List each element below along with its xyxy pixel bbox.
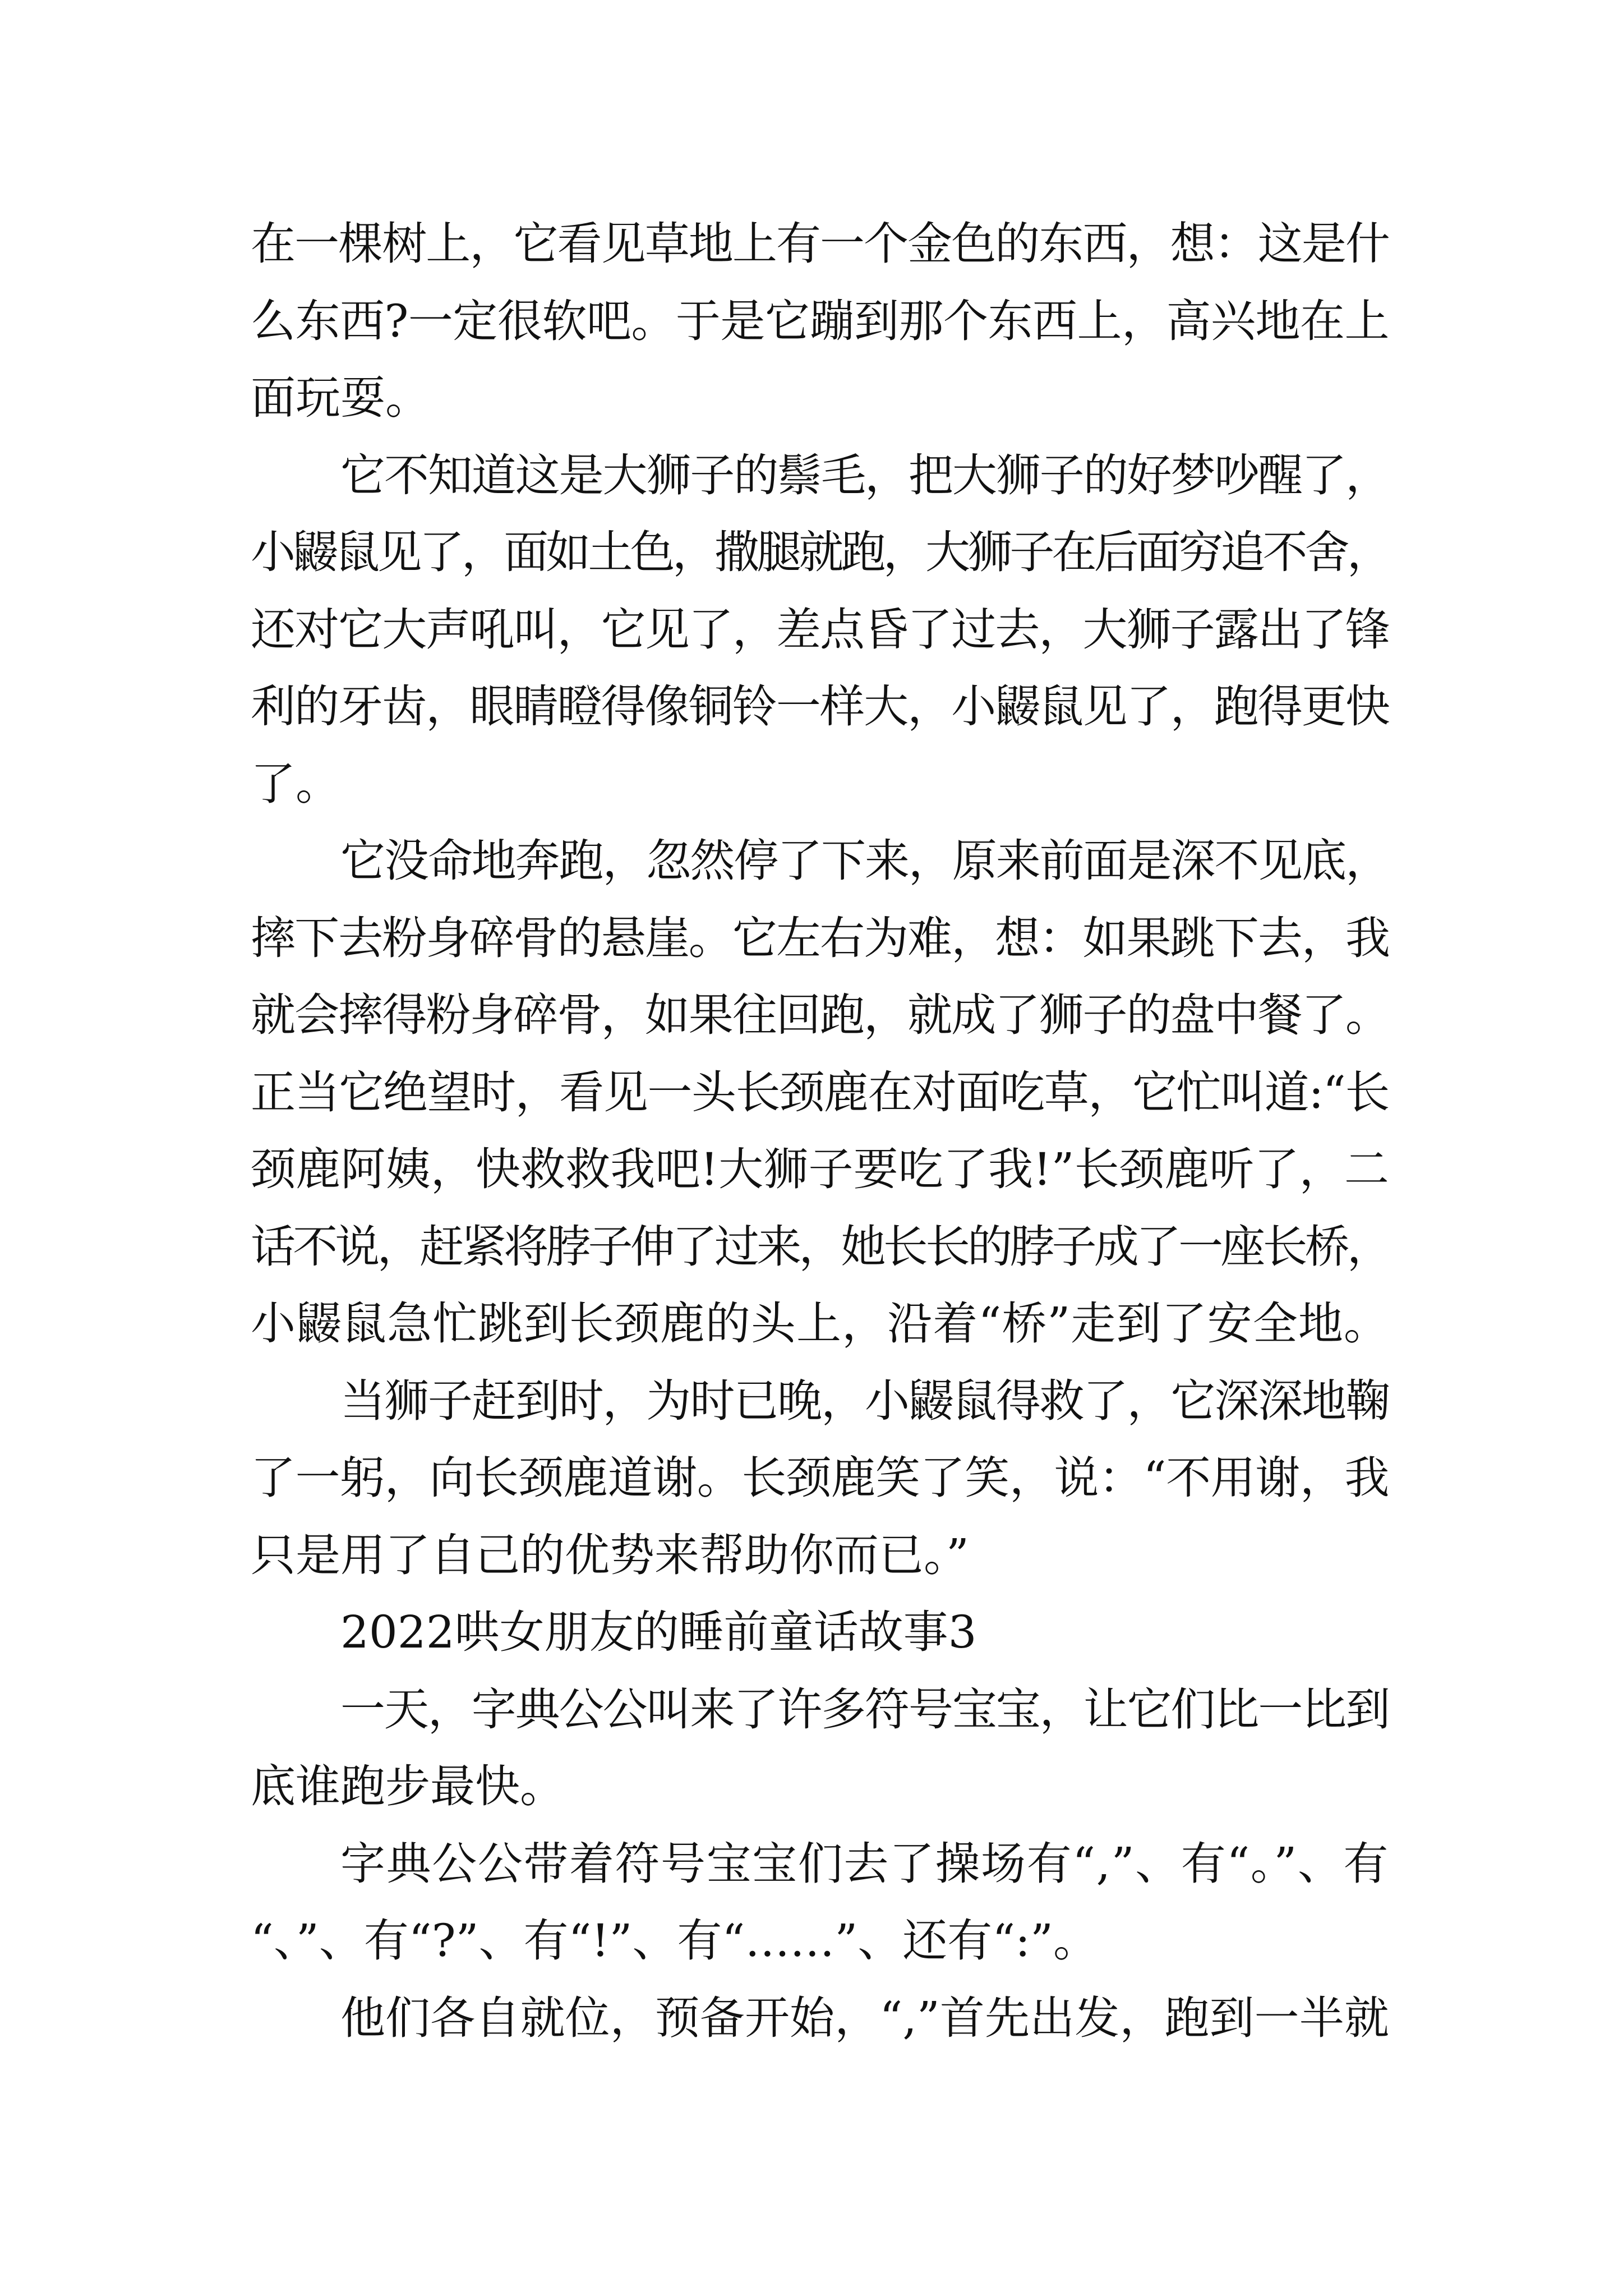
- text-line: 它不知道这是大狮子的鬃毛，把大狮子的好梦吵醒了，: [340, 449, 1389, 501]
- section-heading: 2022哄女朋友的睡前童话故事3: [340, 1606, 977, 1658]
- paragraph: [251, 822, 1389, 1363]
- paragraph: [251, 1980, 1389, 2057]
- document-page: [251, 205, 1389, 2056]
- text-line: 颈鹿阿姨，快救救我吧!大狮子要吃了我!”长颈鹿听了，二: [251, 1143, 1389, 1195]
- paragraph: [251, 205, 1389, 437]
- text-line: 就会摔得粉身碎骨，如果往回跑，就成了狮子的盘中餐了。: [251, 989, 1389, 1041]
- text-line: 话不说，赶紧将脖子伸了过来，她长长的脖子成了一座长桥，: [251, 1220, 1389, 1273]
- text-line: 一天，字典公公叫来了许多符号宝宝，让它们比一比到: [340, 1683, 1389, 1736]
- text-line: 底谁跑步最快。: [251, 1760, 565, 1812]
- text-line: 么东西?一定很软吧。于是它蹦到那个东西上，高兴地在上: [251, 295, 1389, 347]
- section-heading-block: [251, 1594, 1389, 1671]
- paragraph: [251, 437, 1389, 823]
- text-line: “、”、有“?”、有“!”、有“……”、还有“:”。: [251, 1915, 1098, 1967]
- text-line: 正当它绝望时，看见一头长颈鹿在对面吃草，它忙叫道:“长: [251, 1066, 1389, 1119]
- text-line: 在一棵树上，它看见草地上有一个金色的东西，想：这是什: [251, 218, 1389, 270]
- text-line: 了。: [251, 757, 340, 810]
- text-line: 小鼹鼠急忙跳到长颈鹿的头上，沿着“桥”走到了安全地。: [251, 1297, 1389, 1350]
- text-line: 还对它大声吼叫，它见了，差点昏了过去，大狮子露出了锋: [251, 603, 1389, 656]
- paragraph: [251, 1363, 1389, 1594]
- text-line: 字典公公带着符号宝宝们去了操场有“,”、有“。”、有: [340, 1837, 1389, 1890]
- paragraph: [251, 1825, 1389, 1980]
- text-line: 他们各自就位，预备开始，“,”首先出发，跑到一半就: [340, 1991, 1389, 2044]
- text-line: 摔下去粉身碎骨的悬崖。它左右为难，想：如果跳下去，我: [251, 912, 1389, 964]
- text-line: 了一躬，向长颈鹿道谢。长颈鹿笑了笑，说：“不用谢，我: [251, 1452, 1389, 1504]
- text-line: 利的牙齿，眼睛瞪得像铜铃一样大，小鼹鼠见了，跑得更快: [251, 680, 1389, 733]
- text-line: 小鼹鼠见了，面如土色，撒腿就跑，大狮子在后面穷追不舍，: [251, 526, 1389, 578]
- paragraph: [251, 1671, 1389, 1825]
- text-line: 当狮子赶到时，为时已晚，小鼹鼠得救了，它深深地鞠: [340, 1374, 1389, 1427]
- text-line: 它没命地奔跑，忽然停了下来，原来前面是深不见底，: [340, 835, 1389, 887]
- text-line: 面玩耍。: [251, 372, 430, 424]
- text-line: 只是用了自己的优势来帮助你而已。”: [251, 1529, 969, 1581]
